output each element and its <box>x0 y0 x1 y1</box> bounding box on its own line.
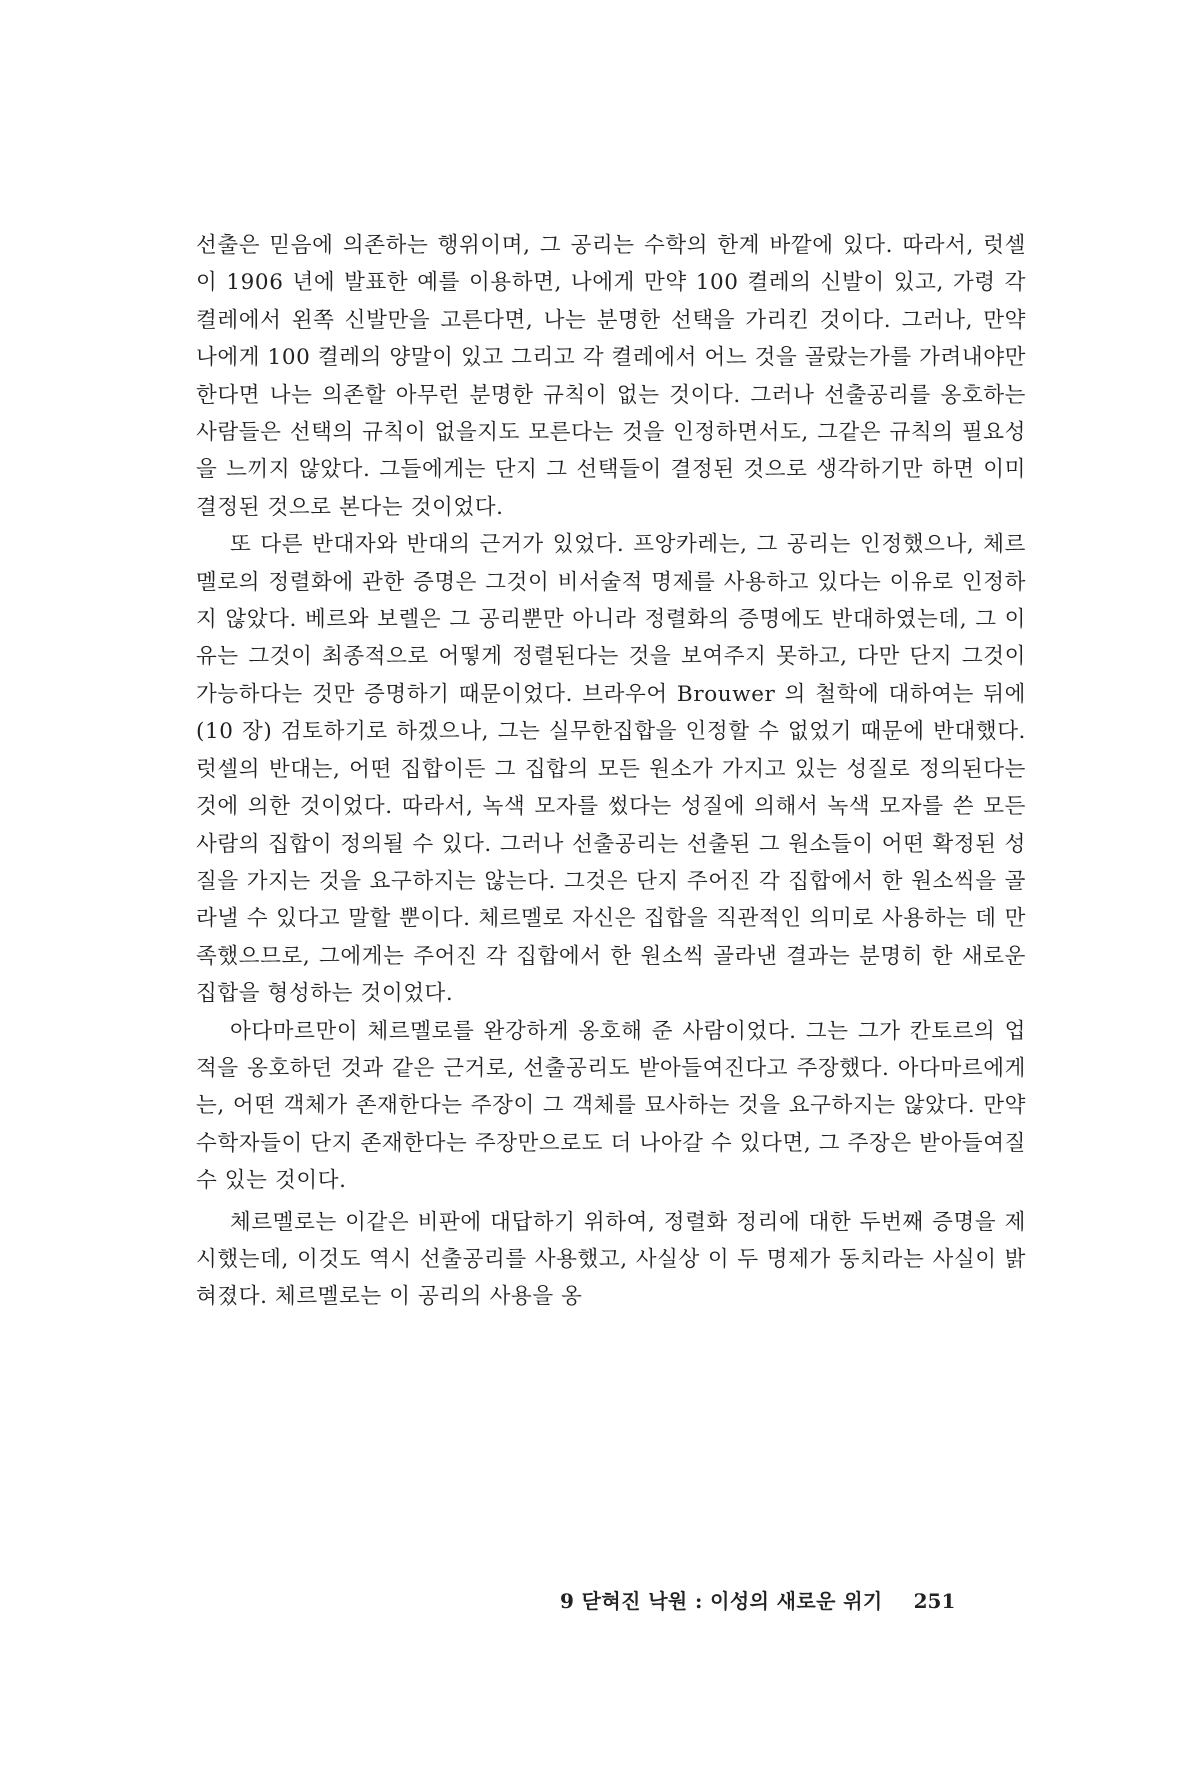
paragraph-choice-axiom-intro: 선출은 믿음에 의존하는 행위이며, 그 공리는 수학의 한계 바깥에 있다. 따라서, 럿셀이 1906 년에 발표한 예를 이용하면, 나에게 만약 100 켤레의 신발이 있고, 가령 각 켤레에서 왼쪽 신발만을 고른다면, 나는 분명한 선택을 가리킨 것이다. 그러나, 만약 나에게 100 켤레의 양말이 있고 그리고 각 켤레에서 어느 것을 골랐는가를 가려내야만 한다면 나는 의존할 아무런 분명한 규칙이 없는 것이다. 그러나 선출공리를 옹호하는 사람들은 선택의 규칙이 없을지도 모른다는 것을 인정하면서도, 그같은 규칙의 필요성을 느끼지 않았다. 그들에게는 단지 그 선택들이 결정된 것으로 생각하기만 하면 이미 결정된 것으로 본다는 것이었다. <box>196 233 1026 520</box>
paragraph-other-objections: 또 다른 반대자와 반대의 근거가 있었다. 프앙카레는, 그 공리는 인정했으나, 체르멜로의 정렬화에 관한 증명은 그것이 비서술적 명제를 사용하고 있다는 이유로 인정하지 않았다. 베르와 보렐은 그 공리뿐만 아니라 정렬화의 증명에도 반대하였는데, 그 이유는 그것이 최종적으로 어떻게 정렬된다는 것을 보여주지 못하고, 다만 단지 그것이 가능하다는 것만 증명하기 때문이었다. 브라우어 Brouwer 의 철학에 대하여는 뒤에 (10 장) 검토하기로 하겠으나, 그는 실무한집합을 인정할 수 없었기 때문에 반대했다. 럿셀의 반대는, 어떤 집합이든 그 집합의 모든 원소가 가지고 있는 성질로 정의된다는 것에 의한 것이었다. 따라서, 녹색 모자를 썼다는 성질에 의해서 녹색 모자를 쓴 모든 사람의 집합이 정의될 수 있다. 그러나 선출공리는 선출된 그 원소들이 어떤 확정된 성질을 가지는 것을 요구하지는 않는다. 그것은 단지 주어진 각 집합에서 한 원소씩을 골라낼 수 있다고 말할 뿐이다. 체르멜로 자신은 집합을 직관적인 의미로 사용하는 데 만족했으므로, 그에게는 주어진 각 집합에서 한 원소씩 골라낸 결과는 분명히 한 새로운 집합을 형성하는 것이었다. <box>196 532 1026 1007</box>
body-text <box>196 227 1026 1316</box>
paragraph-zermelo-second-proof: 체르멜로는 이같은 비판에 대답하기 위하여, 정렬화 정리에 대한 두번째 증명을 제시했는데, 이것도 역시 선출공리를 사용했고, 사실상 이 두 명제가 동치라는 사실이 밝혀졌다. 체르멜로는 이 공리의 사용을 옹 <box>196 1209 1026 1310</box>
running-title: 9 닫혀진 낙원 : 이성의 새로운 위기 <box>560 1589 883 1613</box>
paragraph-hadamard-defense: 아다마르만이 체르멜로를 완강하게 옹호해 준 사람이었다. 그는 그가 칸토르의 업적을 옹호하던 것과 같은 근거로, 선출공리도 받아들여진다고 주장했다. 아다마르에게는, 어떤 객체가 존재한다는 주장이 그 객체를 묘사하는 것을 요구하지는 않았다. 만약 수학자들이 단지 존재한다는 주장만으로도 더 나아갈 수 있다면, 그 주장은 받아들여질 수 있는 것이다. <box>196 1018 1026 1194</box>
page-number: 251 <box>913 1589 956 1613</box>
page-footer <box>560 1585 1020 1621</box>
